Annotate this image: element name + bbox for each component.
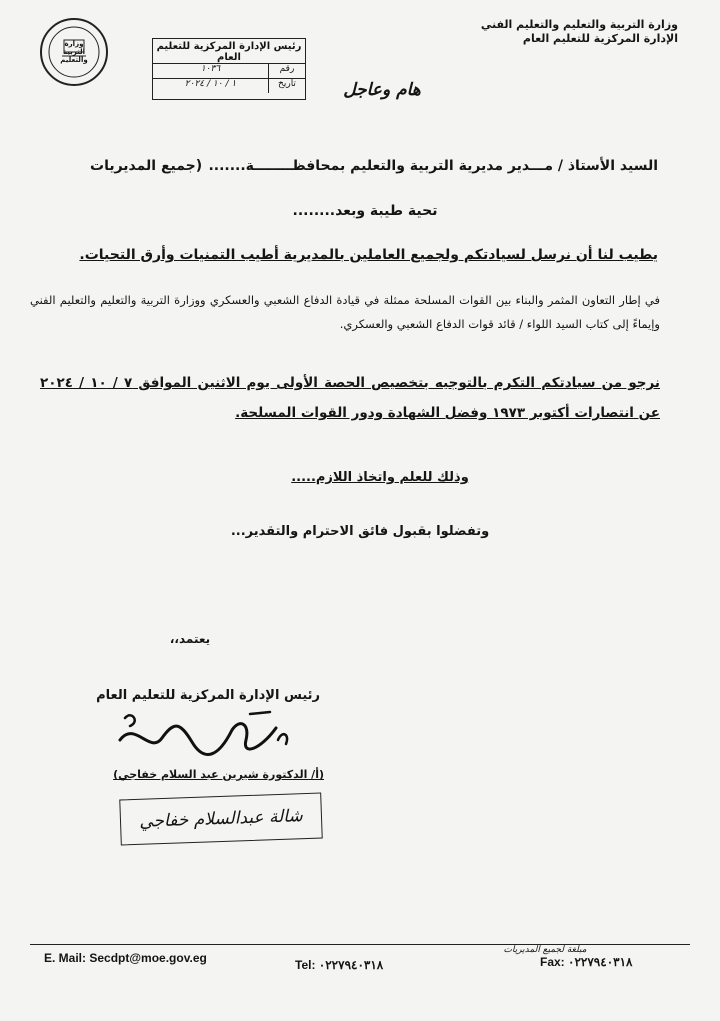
ministry-line-1: وزارة التربية والتعليم والتعليم الفني [480, 18, 678, 31]
approved-label: يعتمد،، [169, 632, 211, 646]
footer-distribution-note: مبلغة لجميع المديريات [503, 945, 587, 955]
recipient-line [60, 158, 658, 174]
registration-date-value: ١ / ١٠ / ٢٠٢٤ [184, 79, 237, 89]
registration-number-value: ١٠٣٦ [200, 64, 221, 74]
recipient-all-directorates: (جميع المديريات [90, 158, 203, 174]
body-paragraph-1: في إطار التعاون المثمر والبناء بين القوات المسلحة ممثلة في قيادة الدفاع الشعبي والعسكري ووزارة التربية والتعليم والتعليم الفني وإيماءً إلى كتاب السيد اللواء / قائد قوات الدفاع الشعبي والعسكري. [30, 293, 660, 331]
footer-fax: Fax: ٠٢٢٧٩٤٠٣١٨ [540, 955, 633, 969]
signatory-name-stamp: (أ/ الدكتورة شيرين عبد السلام خفاجي) [113, 768, 324, 781]
ministry-line-2: الإدارة المركزية للتعليم العام [522, 32, 678, 45]
handwritten-signature-icon [100, 700, 300, 770]
closing-line-1: وذلك للعلم واتخاذ اللازم..... [291, 470, 469, 485]
ministry-seal-icon [40, 18, 108, 86]
seal-text: وزارة التربية والتعليم [60, 40, 88, 64]
recipient-text: السيد الأستاذ / مـــدير مديرية التربية والتعليم بمحافظــــــــة....... [208, 158, 658, 174]
registration-number-row [153, 63, 305, 78]
registration-date-row [153, 78, 305, 93]
footer-email: E. Mail: Secdpt@moe.gov.eg [44, 951, 207, 965]
signatory-name-box: شالة عبدالسلام خفاجي [119, 792, 322, 845]
ministry-header [458, 18, 678, 46]
signatory-title: رئيس الإدارة المركزية للتعليم العام [96, 688, 320, 703]
registration-date-label: تاريخ [268, 79, 305, 93]
urgent-label: هام وعاجل [343, 80, 421, 100]
footer-telephone: Tel: ٠٢٢٧٩٤٠٣١٨ [295, 958, 384, 972]
registration-stamp [152, 38, 306, 100]
greeting: تحية طيبة وبعد........ [292, 203, 438, 219]
intro-paragraph: يطيب لنا أن نرسل لسيادتكم ولجميع العاملين بالمديرية أطيب التمنيات وأرق التحيات. [79, 247, 658, 263]
registration-number-label: رقم [268, 64, 305, 78]
closing-line-2: وتفضلوا بقبول فائق الاحترام والتقدير... [230, 524, 490, 539]
registration-title: رئيس الإدارة المركزية للتعليم العام [156, 41, 302, 63]
body-paragraph-2: نرجو من سيادتكم التكرم بالتوجيه بتخصيص الحصة الأولى يوم الاثنين الموافق ٧ / ١٠ / ٢٠٢٤ عن انتصارات أكتوبر ١٩٧٣ وفضل الشهادة ودور القوات المسلحة. [40, 375, 660, 421]
